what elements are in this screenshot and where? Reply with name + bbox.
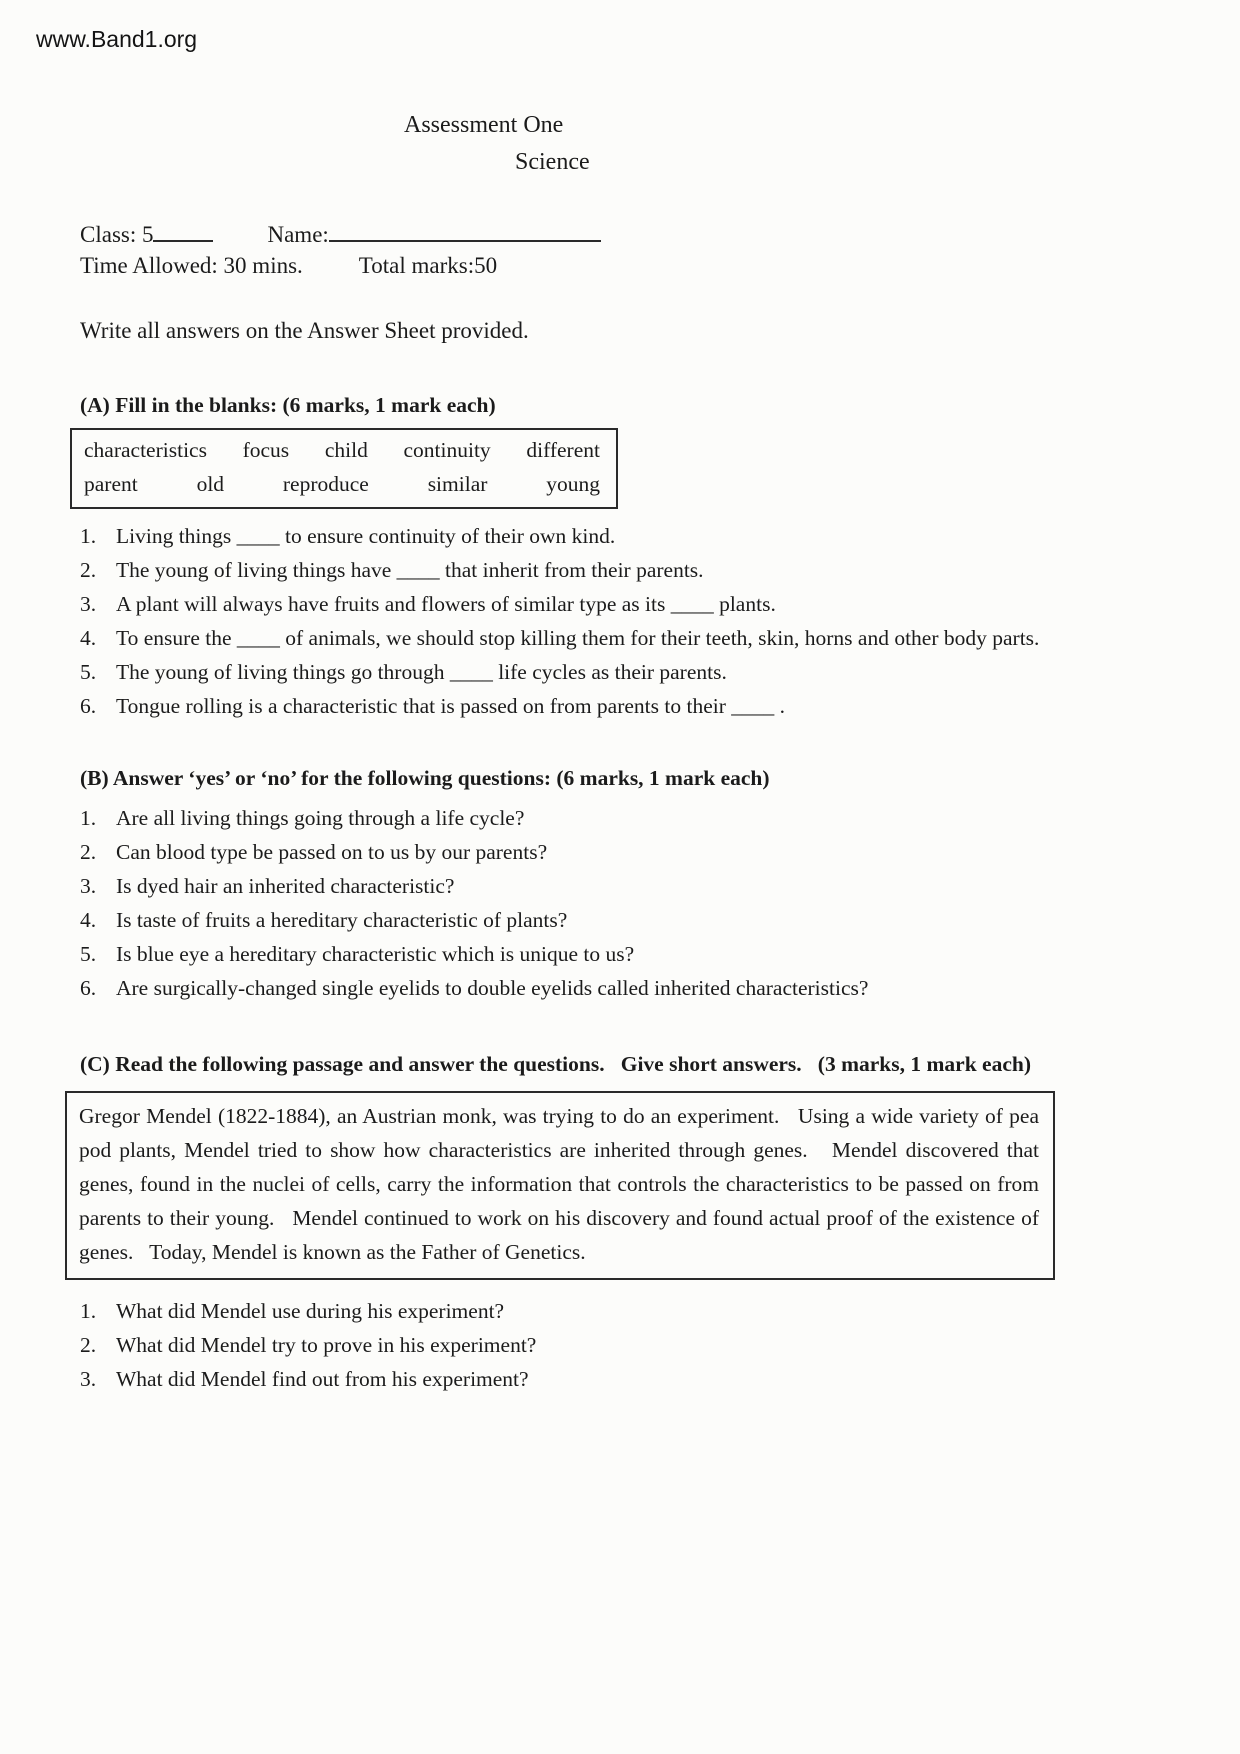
word-bank-word: different [526, 438, 600, 462]
section-c-heading: (C) Read the following passage and answer the questions. Give short answers. (3 marks, 1 mark each) [80, 1052, 1031, 1076]
word-bank-word: continuity [403, 438, 491, 462]
class-blank-line [153, 218, 213, 242]
word-bank-word: reproduce [282, 472, 369, 496]
question-item [80, 937, 1170, 971]
word-bank-word: focus [242, 438, 290, 462]
question-number: 3. [80, 592, 97, 616]
section-a-heading: (A) Fill in the blanks: (6 marks, 1 mark each) [80, 393, 496, 417]
question-number: 2. [80, 1333, 97, 1357]
question-text: Can blood type be passed on to us by our parents? [116, 840, 548, 864]
question-item [80, 689, 1170, 723]
question-item [80, 1362, 1170, 1396]
question-number: 5. [80, 942, 97, 966]
word-bank-box [70, 428, 618, 509]
word-bank-word: young [546, 472, 600, 496]
section-b [80, 761, 1170, 1005]
question-text: Is dyed hair an inherited characteristic? [116, 874, 455, 898]
word-bank-word: similar [427, 472, 488, 496]
question-item [80, 869, 1170, 903]
question-text: Tongue rolling is a characteristic that is passed on from parents to their ____ . [116, 694, 785, 718]
question-number: 6. [80, 694, 97, 718]
name-label: Name: [267, 222, 329, 247]
question-number: 3. [80, 874, 97, 898]
question-number: 1. [80, 1299, 97, 1323]
question-text: Is taste of fruits a hereditary characteristic of plants? [116, 908, 568, 932]
word-bank-word: parent [84, 472, 138, 496]
class-name-line [80, 218, 601, 248]
question-text: What did Mendel try to prove in his experiment? [116, 1333, 537, 1357]
question-number: 2. [80, 840, 97, 864]
question-text: The young of living things go through ____ life cycles as their parents. [116, 660, 727, 684]
answer-sheet-instruction: Write all answers on the Answer Sheet provided. [80, 318, 529, 343]
question-item [80, 801, 1170, 835]
word-bank-row-2 [84, 467, 600, 501]
section-c-questions [80, 1294, 1170, 1396]
question-number: 5. [80, 660, 97, 684]
question-item [80, 553, 1170, 587]
site-watermark: www.Band1.org [36, 26, 198, 52]
question-text: Are all living things going through a life cycle? [116, 806, 525, 830]
question-item [80, 903, 1170, 937]
class-label: Class: 5 [80, 222, 154, 247]
word-bank-word: characteristics [84, 438, 207, 462]
passage-text: Gregor Mendel (1822-1884), an Austrian monk, was trying to do an experiment. Using a wide variety of pea pod plants, Mendel tried to show how characteristics are inherited through genes. Mendel discovered that genes, found in the nuclei of cells, carry the information that controls the characteristics to be passed on from parents to their young. Mendel continued to work on his discovery and found actual proof of the existence of genes. Today, Mendel is known as the Father of Genetics. [79, 1104, 1039, 1264]
word-bank-row-1 [84, 433, 600, 467]
paper-body [0, 388, 1240, 1396]
section-a-questions [80, 519, 1170, 723]
question-number: 6. [80, 976, 97, 1000]
section-b-heading: (B) Answer ‘yes’ or ‘no’ for the following questions: (6 marks, 1 mark each) [80, 766, 770, 790]
question-item [80, 587, 1170, 621]
question-item [80, 655, 1170, 689]
section-c [80, 1047, 1170, 1396]
question-text: The young of living things have ____ that inherit from their parents. [116, 558, 704, 582]
question-text: To ensure the ____ of animals, we should stop killing them for their teeth, skin, horns and other body parts. [116, 626, 1040, 650]
word-bank-word: child [324, 438, 368, 462]
question-text: Are surgically-changed single eyelids to double eyelids called inherited characteristics? [116, 976, 869, 1000]
question-text: A plant will always have fruits and flowers of similar type as its ____ plants. [116, 592, 776, 616]
question-text: Is blue eye a hereditary characteristic which is unique to us? [116, 942, 635, 966]
paper-title: Assessment One [404, 112, 564, 138]
question-number: 1. [80, 524, 97, 548]
word-bank-word: old [196, 472, 225, 496]
question-number: 2. [80, 558, 97, 582]
time-marks-line [80, 253, 497, 279]
section-b-questions [80, 801, 1170, 1005]
name-blank-line [329, 218, 601, 242]
question-item [80, 1328, 1170, 1362]
question-number: 4. [80, 626, 97, 650]
question-item [80, 519, 1170, 553]
question-number: 1. [80, 806, 97, 830]
question-item [80, 835, 1170, 869]
question-item [80, 1294, 1170, 1328]
section-a [80, 388, 1170, 723]
paper-subject: Science [515, 149, 590, 175]
question-item [80, 971, 1170, 1005]
question-text: What did Mendel find out from his experiment? [116, 1367, 529, 1391]
question-text: What did Mendel use during his experiment? [116, 1299, 505, 1323]
passage-box [65, 1091, 1055, 1280]
total-marks-label: Total marks:50 [358, 253, 498, 278]
time-allowed-label: Time Allowed: 30 mins. [80, 253, 303, 278]
question-number: 3. [80, 1367, 97, 1391]
question-number: 4. [80, 908, 97, 932]
question-item [80, 621, 1170, 655]
question-text: Living things ____ to ensure continuity of their own kind. [116, 524, 616, 548]
